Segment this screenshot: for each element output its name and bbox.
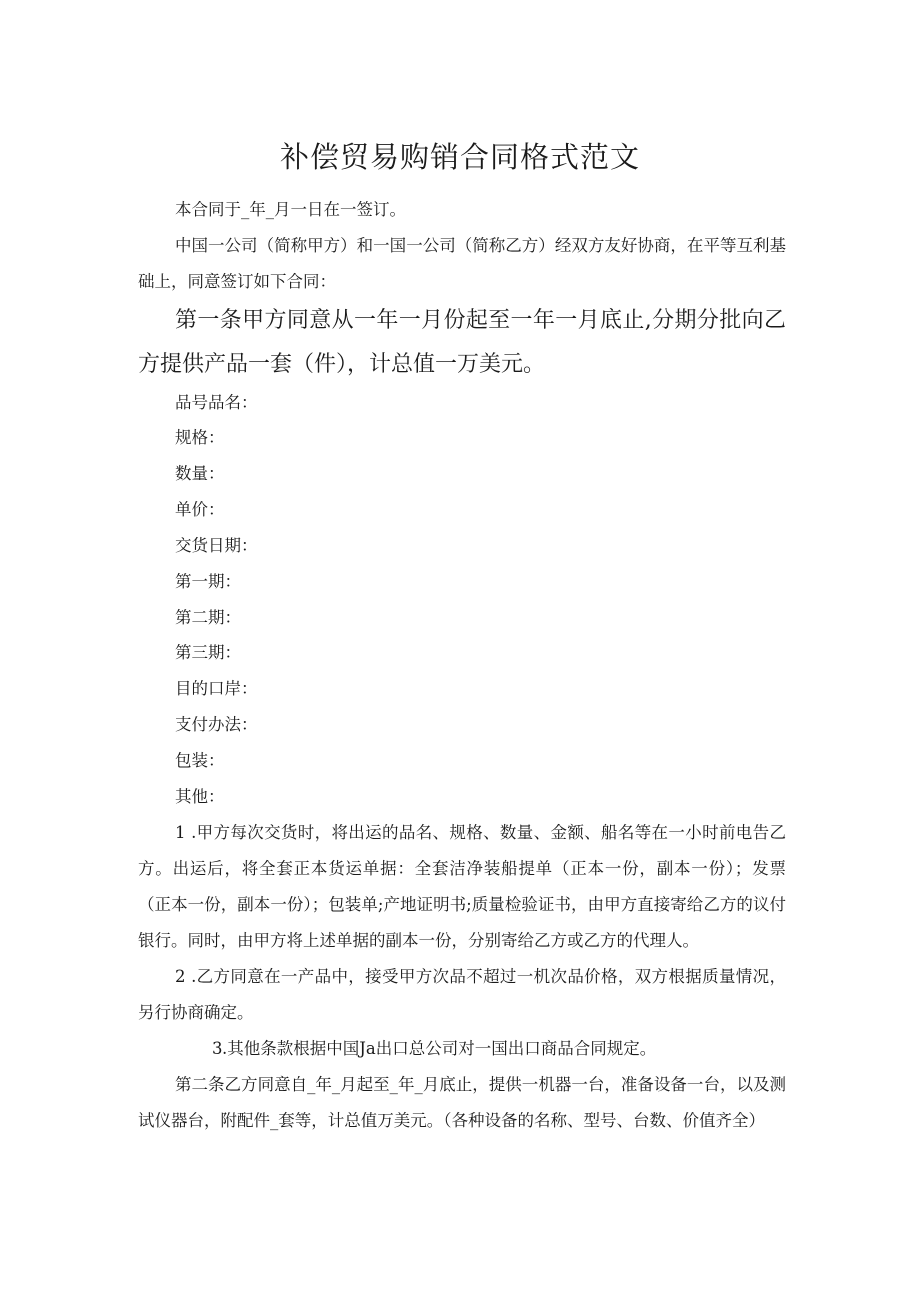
field-period-2: 第二期： <box>175 608 241 627</box>
field-unit-price: 单价： <box>175 500 225 519</box>
field-packaging: 包装： <box>175 751 225 770</box>
clause-3-text: .其他条款根据中国Ja出口总公司对一国出口商品合同规定。 <box>222 1039 657 1058</box>
parties-paragraph: 中国一公司（简称甲方）和一国一公司（简称乙方）经双方友好协商，在平等互利基础上，同意签订如下合同： <box>138 236 786 291</box>
field-destination-port: 目的口岸： <box>175 679 258 698</box>
article-1-paragraph: 第一条甲方同意从一年一月份起至一年一月底止,分期分批向乙方提供产品一套（件），计总值一万美元。 <box>138 308 786 377</box>
signing-line: 本合同于_年_月一日在一签订。 <box>175 200 406 219</box>
field-quantity: 数量： <box>175 464 225 483</box>
field-delivery-date: 交货日期： <box>175 536 258 555</box>
clause-3-number: 3 <box>212 1039 223 1058</box>
document-title: 补偿贸易购销合同格式范文 <box>279 140 640 174</box>
field-payment-method: 支付办法： <box>175 715 258 734</box>
field-other: 其他： <box>175 787 225 806</box>
clause-2-paragraph: 2 .乙方同意在一产品中，接受甲方次品不超过一机次品价格，双方根据质量情况，另行协商确定。 <box>138 967 786 1022</box>
field-product-name: 品号品名： <box>175 393 258 412</box>
field-specification: 规格： <box>175 428 225 447</box>
field-period-1: 第一期： <box>175 572 241 591</box>
clause-1-paragraph: 1 .甲方每次交货时，将出运的品名、规格、数量、金额、船名等在一小时前电告乙方。出运后，将全套正本货运单据：全套洁净装船提单（正本一份，副本一份）；发票（正本一份，副本一份）；包装单;产地证明书;质量检验证书，由甲方直接寄给乙方的议付银行。同时，由甲方将上述单据的副本一份，分别寄给乙方或乙方的代理人。 <box>138 823 786 950</box>
field-period-3: 第三期： <box>175 643 241 662</box>
clause-3-paragraph <box>138 1031 786 1067</box>
article-2-paragraph: 第二条乙方同意自_年_月起至_年_月底止，提供一机器一台，准备设备一台，以及测试仪器台，附配件_套等，计总值万美元。（各种设备的名称、型号、台数、价值齐全） <box>138 1075 786 1130</box>
